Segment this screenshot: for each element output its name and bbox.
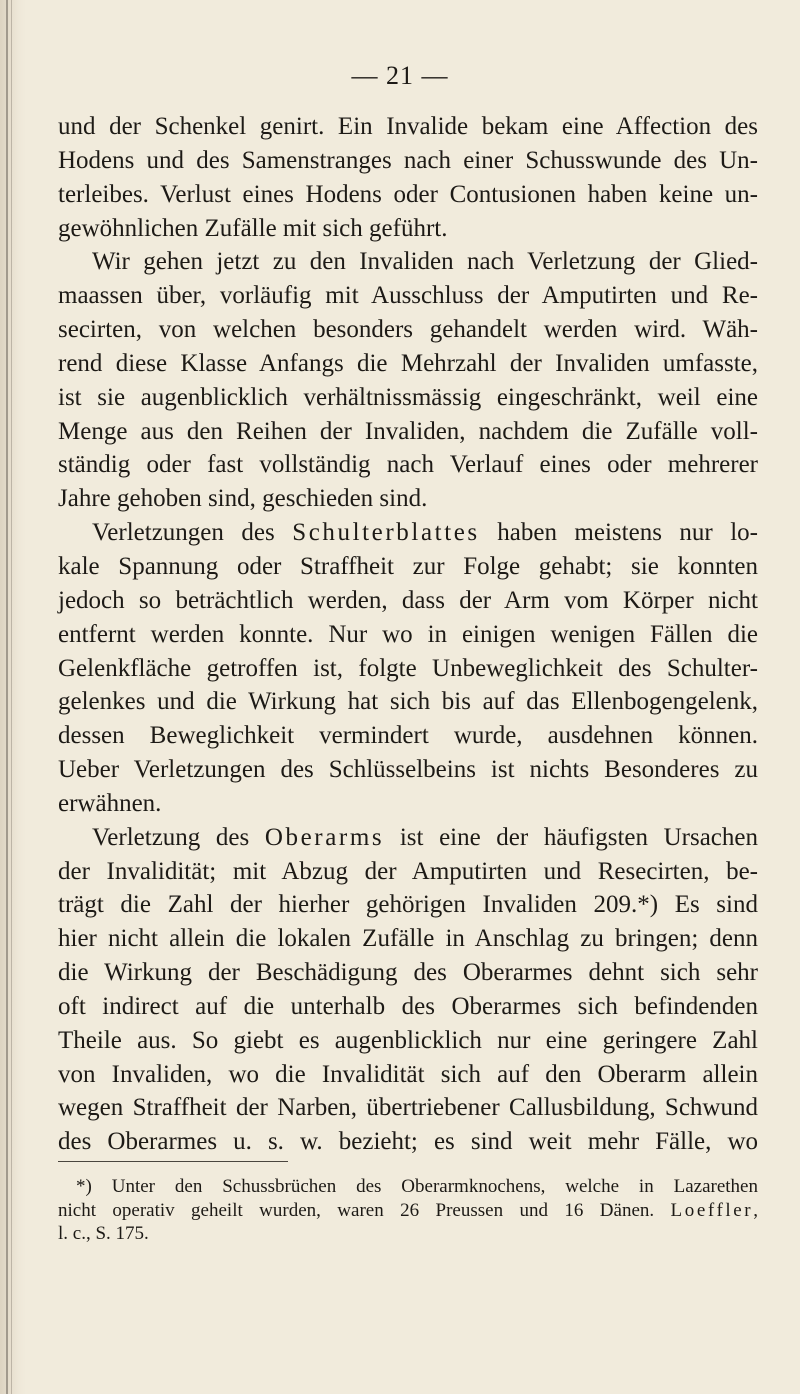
text-line bbox=[58, 279, 758, 313]
binding-gutter-shadow bbox=[0, 0, 26, 1394]
text-run: erwähnen. bbox=[58, 789, 162, 817]
text-run: der Invalidität; mit Abzug der Amputirten und Resecirten, be- bbox=[58, 857, 758, 885]
text-run: Verletzungen des bbox=[92, 519, 293, 547]
footnote-line bbox=[58, 1175, 758, 1199]
text-run: Theile aus. So giebt es augenblicklich nur eine geringere Zahl bbox=[58, 1026, 758, 1054]
text-run: Gelenkfläche getroffen ist, folgte Unbeweglichkeit des Schulter- bbox=[58, 654, 758, 682]
text-line bbox=[58, 618, 758, 652]
text-line bbox=[58, 753, 758, 787]
text-line bbox=[58, 381, 758, 415]
footnote-line bbox=[58, 1199, 758, 1223]
spaced-emphasis: Loeffler bbox=[670, 1199, 754, 1221]
binding-edge-line-inner bbox=[11, 0, 12, 1394]
text-line bbox=[58, 178, 758, 212]
text-line bbox=[58, 550, 758, 584]
text-line bbox=[58, 516, 758, 550]
text-run: , bbox=[753, 1199, 758, 1221]
text-run: Jahre gehoben sind, geschieden sind. bbox=[58, 485, 428, 513]
text-run: Wir gehen jetzt zu den Invaliden nach Verletzung der Glied- bbox=[92, 248, 758, 276]
paragraph bbox=[58, 821, 758, 1159]
text-line bbox=[58, 144, 758, 178]
text-run: von Invaliden, wo die Invalidität sich auf den Oberarm allein bbox=[58, 1060, 758, 1088]
text-run: terleibes. Verlust eines Hodens oder Contusionen haben keine un- bbox=[58, 180, 758, 208]
text-line bbox=[58, 212, 758, 246]
text-run: secirten, von welchen besonders gehandelt werden wird. Wäh- bbox=[58, 316, 758, 344]
text-run: und der Schenkel genirt. Ein Invalide bekam eine Affection des bbox=[58, 113, 758, 140]
footnote-separator bbox=[58, 1161, 288, 1162]
text-run: Ueber Verletzungen des Schlüsselbeins ist nichts Besonderes zu bbox=[58, 756, 758, 784]
paragraph bbox=[58, 245, 758, 516]
body-text bbox=[58, 110, 758, 1159]
text-run: gewöhnlichen Zufälle mit sich geführt. bbox=[58, 214, 448, 242]
text-run: dessen Beweglichkeit vermindert wurde, ausdehnen können. bbox=[58, 722, 758, 750]
text-run: nicht operativ geheilt wurden, waren 26 Preussen und 16 Dänen. bbox=[58, 1199, 671, 1221]
text-run: oft indirect auf die unterhalb des Oberarmes sich befindenden bbox=[58, 992, 758, 1020]
text-line bbox=[58, 855, 758, 889]
paragraph bbox=[58, 516, 758, 821]
text-run: des Oberarmes u. s. w. bezieht; es sind weit mehr Fälle, wo bbox=[58, 1128, 758, 1156]
text-line bbox=[58, 821, 758, 855]
text-line bbox=[58, 448, 758, 482]
text-run: *) Unter den Schussbrüchen des Oberarmknochens, welche in Lazarethen bbox=[76, 1176, 758, 1197]
text-run: trägt die Zahl der hierher gehörigen Invaliden 209.*) Es sind bbox=[58, 891, 758, 919]
footnote bbox=[58, 1175, 758, 1246]
text-run: haben meistens nur lo- bbox=[479, 519, 758, 547]
paragraph bbox=[58, 110, 758, 245]
text-run: ist eine der häufigsten Ursachen bbox=[384, 823, 758, 851]
text-run: l. c., S. 175. bbox=[58, 1223, 149, 1244]
binding-edge-line bbox=[6, 0, 8, 1394]
text-line bbox=[58, 245, 758, 279]
footnote-line bbox=[58, 1222, 758, 1246]
text-line bbox=[58, 313, 758, 347]
text-run: Hodens und des Samenstranges nach einer Schusswunde des Un- bbox=[58, 146, 758, 174]
text-run: Menge aus den Reihen der Invaliden, nachdem die Zufälle voll- bbox=[58, 417, 758, 445]
text-run: ist sie augenblicklich verhältnissmässig eingeschränkt, weil eine bbox=[58, 383, 758, 411]
text-line bbox=[58, 482, 758, 516]
text-line bbox=[58, 1024, 758, 1058]
text-run: Verletzung des bbox=[92, 823, 265, 851]
text-line bbox=[58, 787, 758, 821]
text-run: hier nicht allein die lokalen Zufälle in Anschlag zu bringen; denn bbox=[58, 925, 758, 953]
text-line bbox=[58, 956, 758, 990]
text-line bbox=[58, 922, 758, 956]
text-line bbox=[58, 1125, 758, 1159]
text-line bbox=[58, 1091, 758, 1125]
text-line bbox=[58, 888, 758, 922]
text-run: maassen über, vorläufig mit Ausschluss der Amputirten und Re- bbox=[58, 282, 758, 310]
text-line bbox=[58, 584, 758, 618]
text-line bbox=[58, 347, 758, 381]
text-line bbox=[58, 415, 758, 449]
text-line bbox=[58, 990, 758, 1024]
spaced-emphasis: Schulterblattes bbox=[292, 519, 480, 547]
text-line bbox=[58, 110, 758, 144]
text-line bbox=[58, 685, 758, 719]
text-run: ständig oder fast vollständig nach Verlauf eines oder mehrerer bbox=[58, 451, 758, 479]
text-run: rend diese Klasse Anfangs die Mehrzahl der Invaliden umfasste, bbox=[58, 349, 758, 377]
text-line bbox=[58, 1058, 758, 1092]
page-number: — 21 — bbox=[351, 61, 449, 90]
text-line bbox=[58, 652, 758, 686]
text-run: jedoch so beträchtlich werden, dass der Arm vom Körper nicht bbox=[58, 586, 758, 614]
spaced-emphasis: Oberarms bbox=[264, 823, 385, 851]
text-run: wegen Straffheit der Narben, übertriebener Callusbildung, Schwund bbox=[58, 1094, 758, 1122]
text-run: die Wirkung der Beschädigung des Oberarmes dehnt sich sehr bbox=[58, 959, 758, 987]
text-line bbox=[58, 719, 758, 753]
text-run: gelenkes und die Wirkung hat sich bis auf das Ellenbogengelenk, bbox=[58, 688, 758, 716]
text-run: entfernt werden konnte. Nur wo in einigen wenigen Fällen die bbox=[58, 620, 758, 648]
text-run: kale Spannung oder Straffheit zur Folge gehabt; sie konnten bbox=[58, 552, 758, 580]
